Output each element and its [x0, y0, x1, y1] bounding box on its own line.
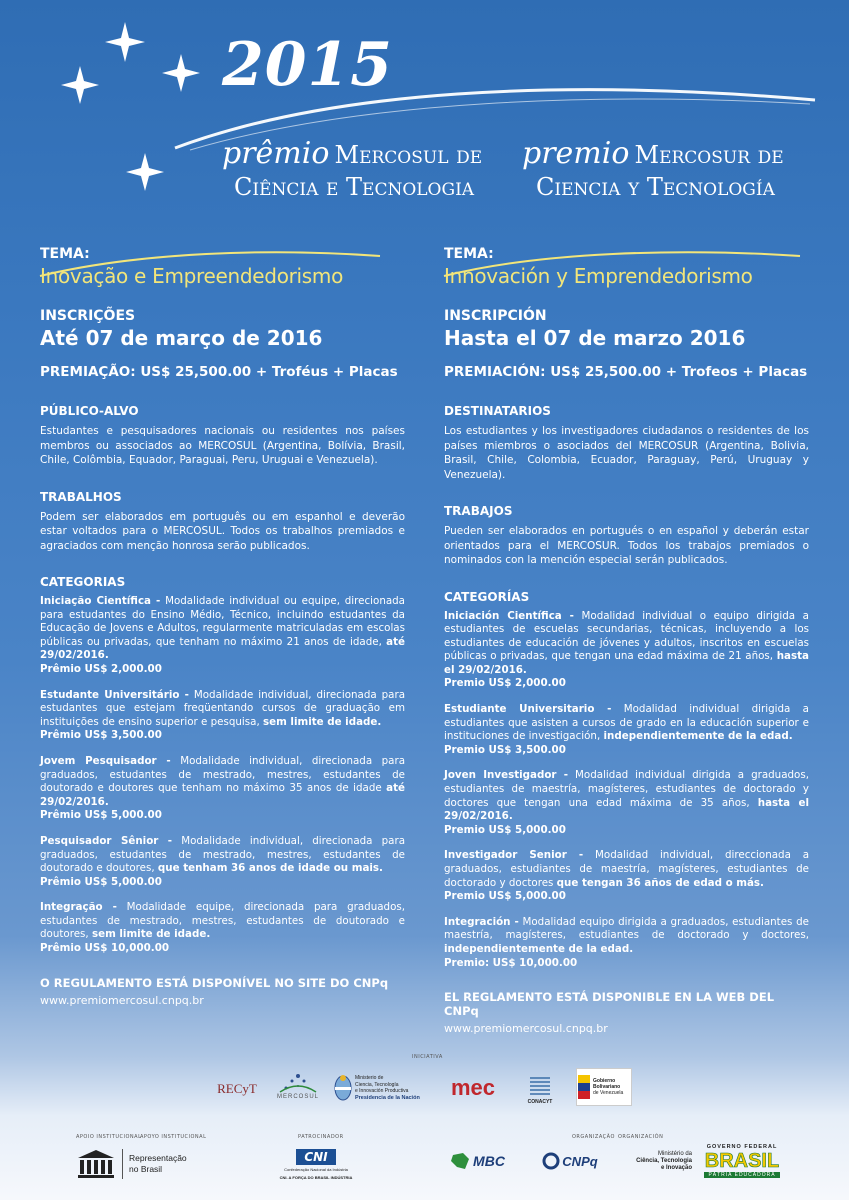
works-text: Podem ser elaborados em português ou em espanhol e deverão estar voltados para o MERCOSUL. Todos os trabalhos premiados e agraciados com menção honrosa serão publicados. — [40, 510, 405, 552]
category-item — [444, 703, 809, 757]
mercosul-logo — [270, 1064, 326, 1108]
section-heading-categories: CATEGORIAS — [40, 575, 126, 589]
category-condition: independientemente de la edad. — [444, 942, 634, 955]
category-prize: Prêmio US$ 3,500.00 — [40, 729, 162, 742]
category-item — [444, 849, 809, 903]
category-desc: Modalidade individual ou equipe, direcionada para estudantes do Ensino Médio, Técnico, incluindo estudantes da Educação de Jovens e Adultos, regularmente matriculadas em escolas públicas ou privadas, que tenham no máximo 21 anos de idade, — [40, 595, 405, 648]
support-label-es: APOYO INSTITUCIONAL — [140, 1134, 207, 1140]
conacyt-logo-text: CONACYT — [527, 1099, 553, 1105]
mbc-logo-text: MBC — [473, 1153, 505, 1169]
total-prize: PREMIAÇÃO: US$ 25,500.00 + Troféus + Placas — [40, 364, 398, 380]
category-prize: Prêmio US$ 5,000.00 — [40, 875, 162, 888]
audience-text: Los estudiantes y los investigadores ciudadanos o residentes de los países miembros o asociados del MERCOSUR (Argentina, Bolivia, Brasil, Chile, Colombia, Ecuador, Paraguay, Perú, Uruguay y Venezuela). — [444, 425, 809, 481]
category-desc: Modalidade individual, direcionada para estudantes que estejam freqüentando cursos de graduação em instituições de ensino superior e pesquisa, — [40, 688, 405, 728]
venezuela-line1: Gobierno — [593, 1078, 616, 1084]
category-name: Pesquisador Sênior - — [40, 834, 173, 847]
category-prize: Premio US$ 5,000.00 — [444, 823, 566, 836]
cnpq-logo-text: CNPq — [562, 1153, 598, 1169]
mcti-line1: Ministério da — [657, 1150, 692, 1157]
category-list — [444, 610, 809, 971]
category-name: Jovem Pesquisador - — [40, 754, 171, 767]
category-desc: Modalidade equipe, direcionada para graduados, estudantes de mestrado, mestres, estudantes de doutorado e doutores, — [40, 901, 406, 941]
section-heading-works: TRABAJOS — [444, 504, 513, 518]
category-condition: que tenham 36 anos de idade ou mais. — [157, 862, 383, 875]
category-name: Iniciación Científica - — [444, 609, 574, 622]
title-line1-pt: Mercosul de — [334, 141, 483, 169]
footer-logos — [0, 1040, 849, 1200]
argentina-line1: Ministerio de — [355, 1075, 384, 1081]
gov-line1: GOVERNO FEDERAL — [706, 1144, 778, 1150]
category-item — [444, 916, 809, 970]
section-heading-audience: DESTINATARIOS — [444, 404, 551, 418]
category-condition: até 29/02/2016. — [40, 782, 405, 808]
organization-label-es: ORGANIZACIÓN — [618, 1134, 664, 1140]
category-condition: independientemente de la edad. — [603, 730, 793, 743]
recyt-logo-text: RECyT — [217, 1081, 257, 1096]
argentina-line3: e Innovación Productiva — [355, 1088, 409, 1094]
argentina-line2: Ciencia, Tecnología — [355, 1081, 399, 1088]
mec-logo — [444, 1070, 502, 1106]
category-name: Integración - — [444, 915, 519, 928]
mbc-brazil-map-icon — [449, 1151, 471, 1171]
theme-title: Inovação e Empreendedorismo — [40, 264, 344, 288]
cni-logo-text: CNI — [296, 1149, 335, 1165]
organization-label-pt: ORGANIZAÇÃO — [572, 1134, 615, 1140]
category-condition: hasta el 29/02/2016. — [444, 796, 809, 823]
category-desc: Modalidad individual, direccionada a graduados, estudiantes de maestría, magísteres, estudiantes de doctorado y doctores — [444, 849, 810, 889]
gov-brasil-text: BRASIL — [704, 1150, 780, 1172]
title-line2-pt: Ciência e Tecnologia — [234, 173, 475, 201]
mbc-logo — [436, 1144, 518, 1178]
theme-title: Innovación y Emprendedorismo — [444, 264, 753, 288]
mercosul-logo-text: MERCOSUL — [276, 1094, 319, 1100]
section-heading-audience: PÚBLICO-ALVO — [40, 404, 139, 418]
mec-logo-text: mec — [450, 1075, 496, 1100]
category-desc: Modalidad individual dirigida a estudiantes que asisten a cursos de grado en la educación superior e instituciones de investigación, — [444, 703, 809, 743]
venezuela-gov-logo — [576, 1068, 632, 1106]
category-item — [444, 769, 809, 837]
mcti-line3: e Inovação — [660, 1164, 692, 1171]
tema-label: TEMA: — [40, 246, 90, 262]
title-portuguese — [222, 136, 482, 201]
registration-label: INSCRIPCIÓN — [444, 308, 547, 324]
section-heading-works: TRABALHOS — [40, 489, 122, 504]
column-portuguese — [40, 246, 405, 1007]
category-prize: Prêmio US$ 10,000.00 — [40, 942, 170, 955]
category-prize: Premio US$ 3,500.00 — [444, 743, 566, 756]
venezuela-line2: Bolivariano — [593, 1084, 621, 1090]
venezuela-line3: de Venezuela — [593, 1090, 624, 1096]
unesco-rep-line2: no Brasil — [129, 1164, 163, 1174]
category-list — [40, 595, 405, 956]
registration-deadline: Hasta el 07 de marzo 2016 — [444, 326, 746, 350]
category-condition: sem limite de idade. — [263, 715, 382, 728]
category-prize: Premio US$ 5,000.00 — [444, 890, 566, 903]
category-condition: sem limite de idade. — [91, 928, 211, 941]
total-prize: PREMIACIÓN: US$ 25,500.00 + Trofeos + Placas — [444, 364, 808, 380]
cni-tagline: CNI. A FORÇA DO BRASIL INDÚSTRIA — [279, 1174, 353, 1180]
brazil-federal-gov-logo — [696, 1140, 788, 1182]
category-desc: Modalidade individual, direcionada para graduados, estudantes de mestrado, mestres, estudantes de doutorado e doutores, — [40, 834, 405, 875]
unesco-logo — [76, 1144, 206, 1184]
support-label-pt: APOIO INSTITUCIONAL — [76, 1134, 142, 1140]
category-item — [444, 610, 809, 692]
category-name: Iniciação Científica - — [40, 595, 161, 607]
website-link[interactable]: www.premiomercosul.cnpq.br — [444, 1022, 608, 1036]
title-premio-pt: prêmio — [222, 136, 330, 171]
audience-text: Estudantes e pesquisadores nacionais ou residentes nos países membros ou associados ao MERCOSUL (Argentina, Bolívia, Brasil, Chile, Colômbia, Equador, Paraguai, Peru, Uruguai e Venezuela). — [40, 425, 405, 466]
category-prize: Premio US$ 2,000.00 — [444, 677, 566, 690]
regulation-notice: EL REGLAMENTO ESTÁ DISPONIBLE EN LA WEB DEL CNPq — [444, 990, 775, 1019]
website-link[interactable]: www.premiomercosul.cnpq.br — [40, 993, 204, 1007]
venezuela-flag-icon — [577, 1073, 591, 1101]
argentina-line4: Presidencia de la Nación — [355, 1094, 420, 1101]
cnpq-emblem-icon — [542, 1152, 560, 1170]
category-condition: que tengan 36 años de edad o más. — [556, 876, 764, 889]
argentina-emblem-icon — [334, 1073, 352, 1103]
category-prize: Prêmio US$ 5,000.00 — [40, 809, 162, 822]
title-line2-es: Ciencia y Tecnología — [536, 173, 775, 201]
works-text: Pueden ser elaborados en portugués o en español y deberán estar orientados para el MERCOSUR. Todos los trabajos premiados o nominados con la mención especial serán publicados. — [444, 525, 809, 566]
category-prize: Prêmio US$ 2,000.00 — [40, 662, 162, 675]
registration-deadline: Até 07 de março de 2016 — [40, 326, 323, 350]
award-year: 2015 — [222, 30, 393, 100]
unesco-rep-line1: Representação — [129, 1153, 187, 1163]
unesco-temple-icon — [76, 1148, 116, 1180]
category-prize: Premio: US$ 10,000.00 — [444, 956, 578, 969]
sponsor-label: PATROCINADOR — [298, 1134, 344, 1140]
category-desc: Modalidad individual dirigida a graduados, estudiantes de maestría, magísteres, estudiantes de doctorado y doctores que tengan una edad máxima de 35 años, — [444, 769, 809, 809]
mercosul-stars-icon — [278, 1072, 318, 1094]
conacyt-logo — [520, 1068, 560, 1110]
cni-subtitle: Confederação Nacional da Indústria — [284, 1166, 348, 1172]
regulation-notice: O REGULAMENTO ESTÁ DISPONÍVEL NO SITE DO CNPq — [40, 975, 389, 990]
section-heading-categories: CATEGORÍAS — [444, 589, 530, 604]
mcti-logo — [616, 1144, 692, 1178]
gov-line3: PÁTRIA EDUCADORA — [704, 1172, 779, 1178]
cni-logo — [278, 1144, 354, 1184]
cnpq-logo — [534, 1144, 606, 1178]
argentina-ministry-logo — [334, 1070, 426, 1106]
category-name: Joven Investigador - — [444, 769, 569, 782]
category-name: Estudante Universitário - — [40, 688, 189, 701]
title-line1-es: Mercosur de — [634, 141, 784, 169]
category-name: Investigador Senior - — [444, 849, 584, 862]
category-desc: Modalidad equipo dirigida a graduados, estudiantes de maestría, magísteres, estudiantes de doctorado y doctores, — [444, 915, 809, 942]
category-desc: Modalidad individual o equipo dirigida a estudiantes de escuelas secundarias, técnicas, incluyendo a los estudiantes de educación de jóvenes y adultos, inscritos en escuelas públicas o privadas, que tengan una edad máxima de 21 años, — [444, 609, 809, 663]
tema-label: TEMA: — [444, 246, 494, 262]
column-spanish — [444, 246, 809, 1035]
category-condition: hasta el 29/02/2016. — [444, 650, 809, 676]
category-item — [40, 595, 405, 677]
category-name: Estudiante Universitario - — [444, 703, 612, 716]
initiative-label: INICIATIVA — [412, 1054, 443, 1060]
category-item — [40, 689, 405, 743]
category-name: Integração - — [40, 901, 117, 914]
category-desc: Modalidade individual, direcionada para graduados, estudantes de mestrado, mestres, estudantes de doutorado e doutores que tenham no máximo 35 anos de idade — [40, 754, 406, 795]
category-item — [40, 755, 405, 823]
registration-label: INSCRIÇÕES — [40, 308, 136, 324]
title-premio-es: premio — [522, 136, 630, 171]
recyt-logo — [212, 1078, 262, 1100]
category-item — [40, 835, 405, 889]
category-item — [40, 901, 405, 955]
title-spanish — [522, 136, 784, 201]
mcti-line2: Ciência, Tecnologia — [636, 1157, 692, 1164]
conacyt-emblem-icon — [527, 1073, 553, 1099]
category-condition: até 29/02/2016. — [40, 635, 405, 662]
